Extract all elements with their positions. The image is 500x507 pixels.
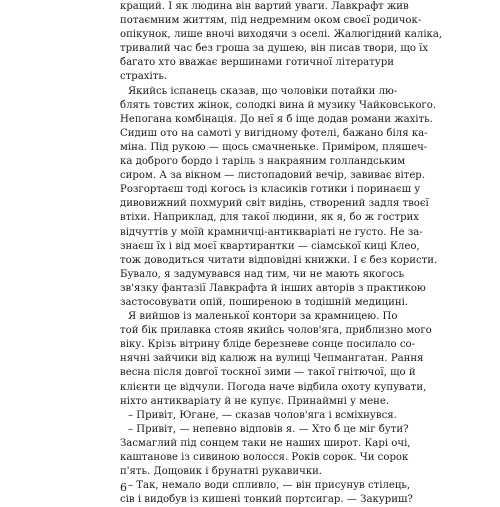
- text-line: – Привіт, — непевно відповів я. — Хто б це міг бути?: [128, 423, 409, 435]
- text-line: клієнти це відчули. Погода наче відбила охоту купувати,: [120, 381, 427, 393]
- text-line: сів і видобув із кишені тонкий портсигар. — Закуриш?: [120, 494, 413, 506]
- text-line: Я вийшов із маленької контори за крамницею. По: [128, 311, 398, 323]
- paragraph-6: [120, 479, 413, 507]
- text-line: Непогана комбінація. До неї я б іще додав романи жахіть.: [120, 113, 433, 125]
- text-line: весна після довгої тоскної зими — такої гнітючої, що й: [120, 367, 416, 379]
- text-line: Бувало, я задумувався над тим, чи не мають якогось: [120, 268, 404, 280]
- text-line: нячні зайчики від калюж на вулиці Чепмангатан. Рання: [120, 353, 424, 365]
- text-line: багато хто вважає вершинами готичної літератури: [120, 57, 394, 69]
- text-line: тривалий час без гроша за душею, він писав твори, що їх: [120, 43, 429, 55]
- paragraph-4: [120, 409, 397, 423]
- text-line: міна. Під рукою — щось смачненьке. Приміром, пляшеч-: [120, 141, 428, 153]
- text-line: потаємним життям, під недремним оком своєї родичок-: [120, 15, 422, 27]
- text-line: Засмаглий під сонцем таки не наших широт. Карі очі,: [120, 437, 411, 449]
- text-line: – Привіт, Югане, — сказав чолов'яга і всміхнувся.: [128, 409, 397, 421]
- paragraph-3: [120, 310, 432, 409]
- text-line: втіхи. Наприклад, для такої людини, як я, бо ж гострих: [120, 212, 420, 224]
- page-number: 6: [120, 481, 127, 494]
- text-line: знаєш їх і від моєї квартирантки — сіамської киці Клео,: [120, 240, 420, 252]
- book-page-text: [120, 0, 443, 507]
- text-line: відчуттів у моїй крамничці-антикваріаті не густо. Не за-: [120, 226, 423, 238]
- paragraph-2: [120, 85, 438, 311]
- text-line: – Так, немало води спливло, — він присунув стілець,: [128, 480, 411, 492]
- paragraph-1: [120, 0, 443, 85]
- text-line: Якийсь іспанець сказав, що чоловіки потайки лю-: [128, 85, 398, 97]
- text-line: дивовижний похмурий світ видінь, створений задля твоєї: [120, 198, 429, 210]
- text-line: п'ять. Дощовик і брунатні рукавички.: [120, 466, 323, 478]
- text-line: кращий. І як людина він вартий уваги. Лавкрафт жив: [120, 1, 409, 12]
- text-line: каштанове із сивиною волосся. Років сорок. Чи сорок: [120, 452, 409, 463]
- text-line: Розгортаєш тоді когось із класиків готики і поринаєш у: [120, 184, 421, 196]
- text-line: тож доводиться читати відповідні книжки. І є без користи.: [120, 254, 438, 266]
- text-line: блять товстих жінок, солодкі вина й музику Чайковського.: [120, 99, 437, 111]
- text-line: опікунок, лише вночі виходячи з оселі. Жалюгідний каліка,: [120, 29, 443, 41]
- text-line: ніхто антикваріату й не купує. Принаймні у мене.: [120, 395, 390, 407]
- text-line: той бік прилавка стояв якийсь чолов'яга, приблизно мого: [120, 325, 432, 337]
- paragraph-5: [120, 423, 411, 479]
- text-line: зв'язку фантазії Лавкрафта й інших авторів з практикою: [120, 282, 426, 294]
- text-line: застосовувати опій, поширеною в тодішній медицині.: [120, 296, 409, 308]
- text-line: страхіть.: [120, 71, 168, 83]
- text-line: віку. Крізь вітрину бліде березневе сонце посилало со-: [120, 339, 416, 351]
- text-line: Сидиш ото на самоті у вигідному фотелі, бажано біля ка-: [120, 127, 428, 139]
- text-line: сиром. А за вікном — листопадовий вечір, завиває вітер.: [120, 170, 426, 182]
- text-line: ка доброго бордо і таріль з накраяним голландським: [120, 156, 406, 168]
